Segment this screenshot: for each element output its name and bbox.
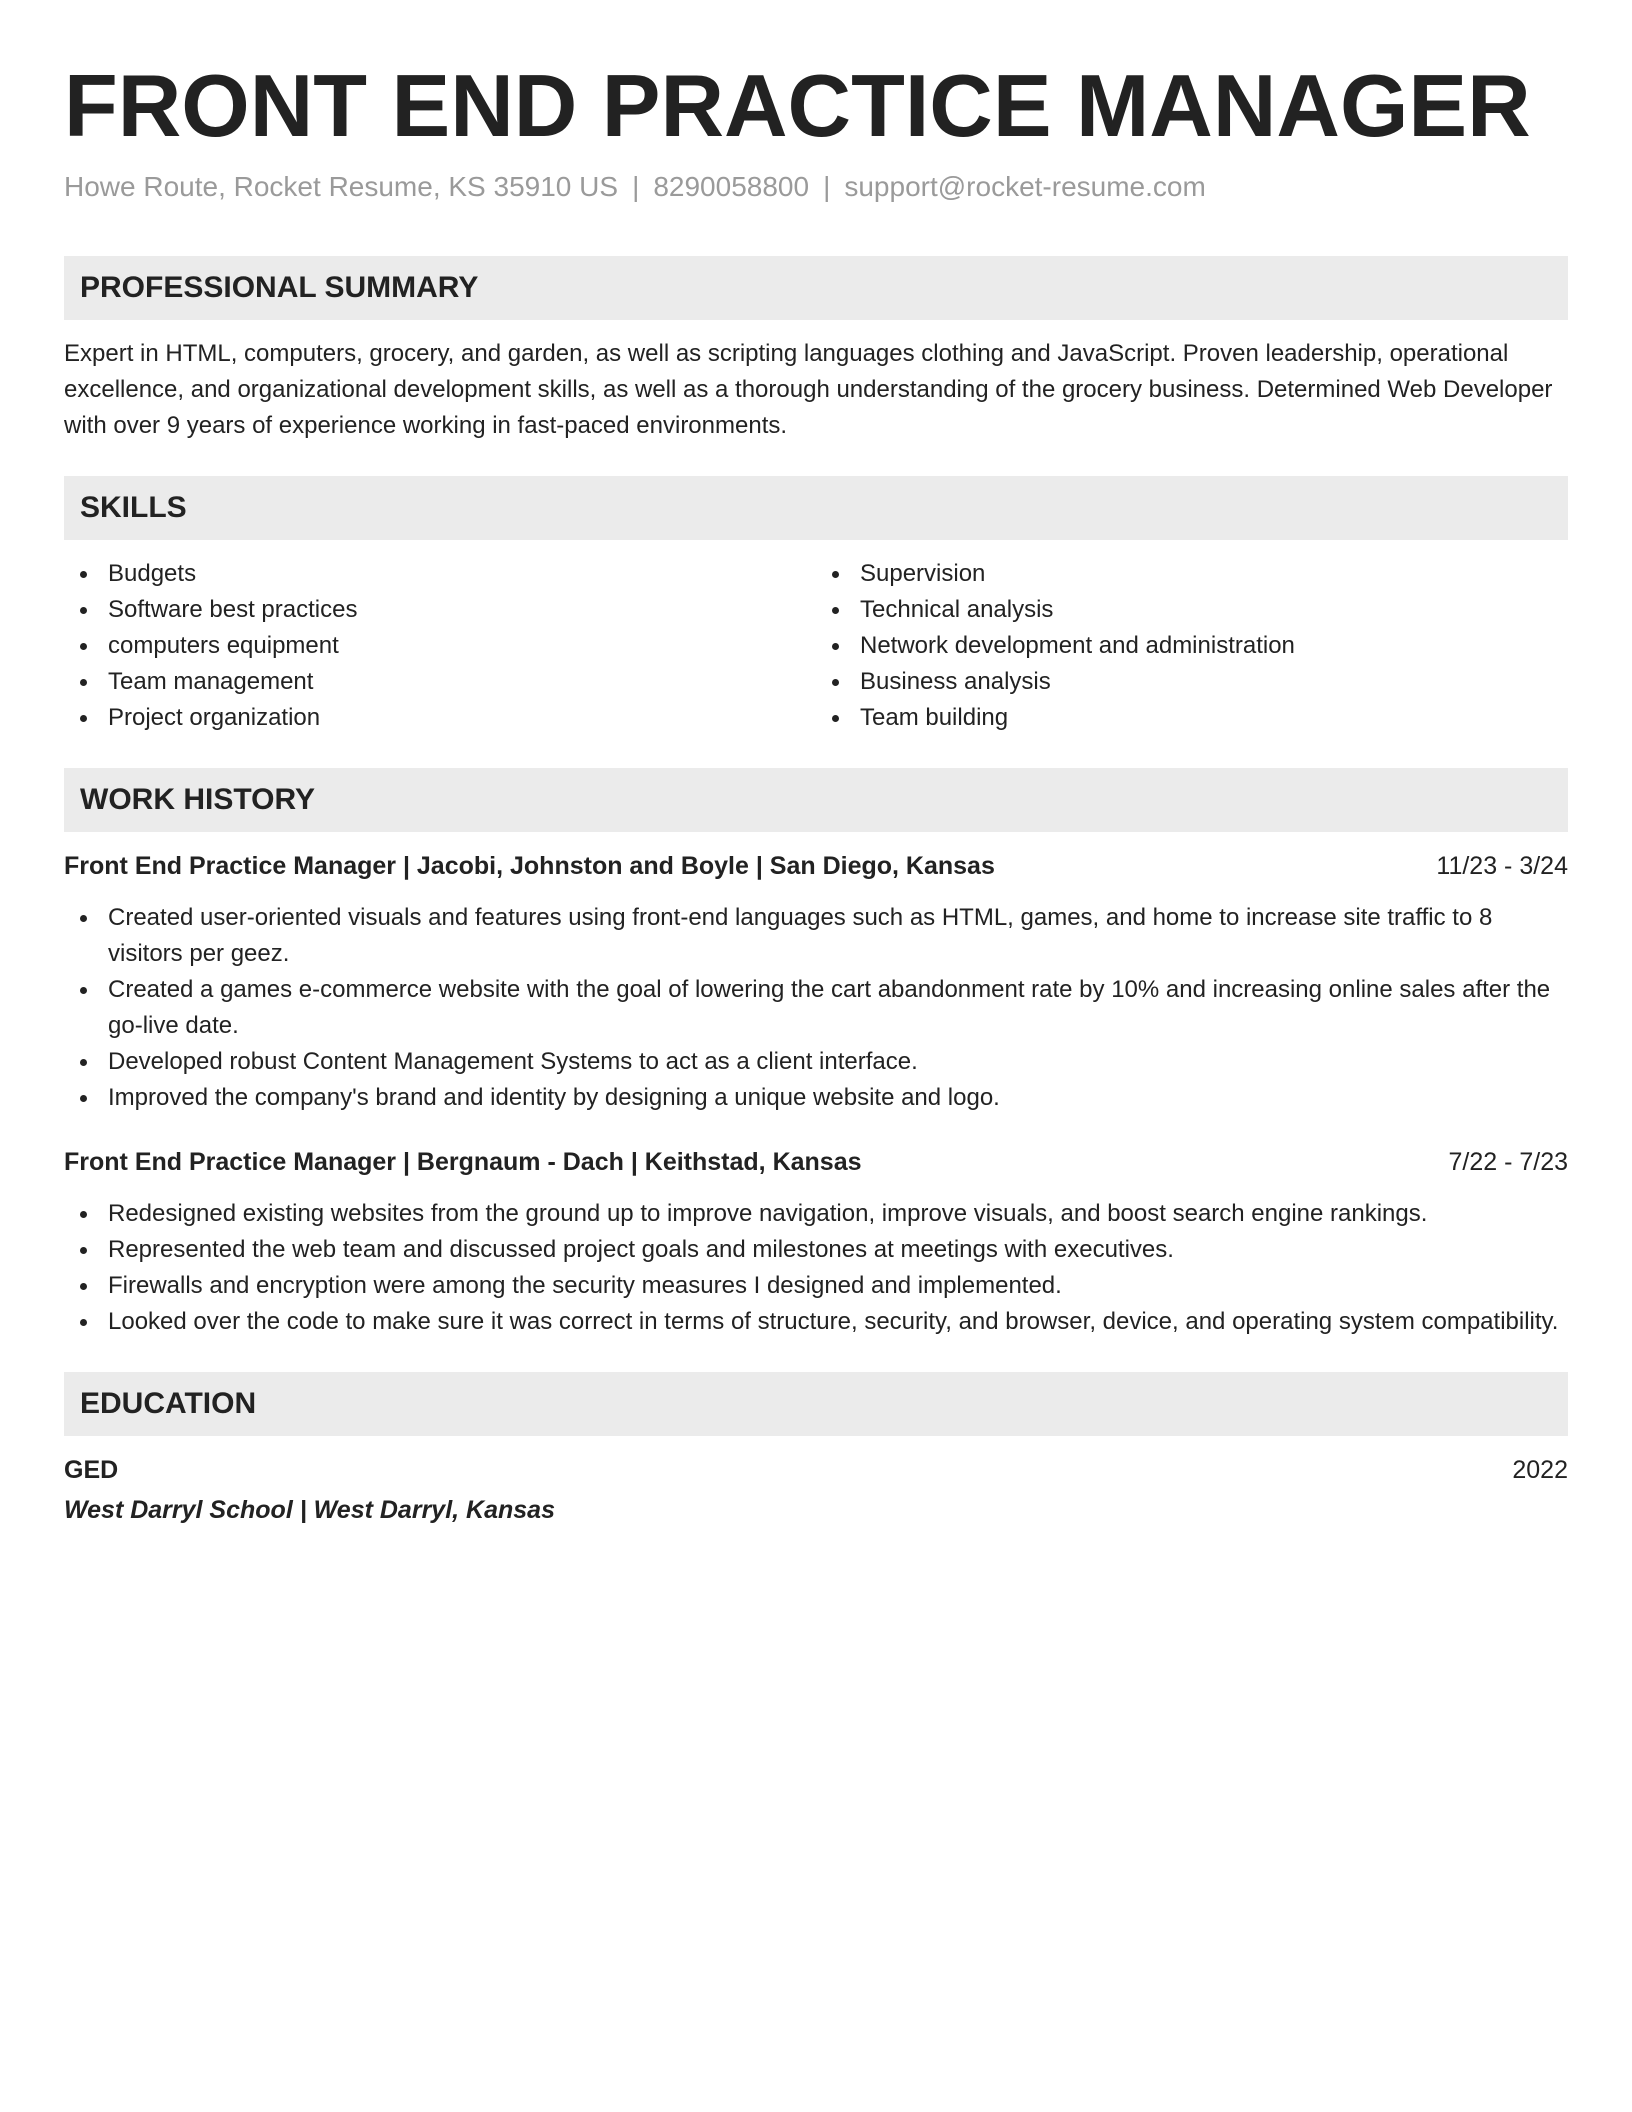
skills-grid	[64, 556, 1568, 736]
education-degree: GED	[64, 1456, 119, 1484]
skill-item: Budgets	[64, 556, 816, 592]
job-bullets	[64, 1196, 1568, 1340]
contact-address: Howe Route, Rocket Resume, KS 35910 US	[64, 171, 619, 202]
job-bullet: Developed robust Content Management Systems to act as a client interface.	[64, 1044, 1568, 1080]
contact-phone: 8290058800	[653, 171, 810, 202]
skill-item: Project organization	[64, 700, 816, 736]
skill-item: Team management	[64, 664, 816, 700]
skill-item: Business analysis	[816, 664, 1568, 700]
job-bullet: Represented the web team and discussed project goals and milestones at meetings with executives.	[64, 1232, 1568, 1268]
job-entry	[64, 1144, 1568, 1340]
job-header	[64, 848, 1568, 884]
summary-text: Expert in HTML, computers, grocery, and garden, as well as scripting languages clothing and JavaScript. Proven leadership, operational excellence, and organizational development skills, as well as a thorough understanding of the grocery business. Determined Web Developer with over 9 years of experience working in fast-paced environments.	[64, 340, 1553, 439]
job-bullet: Redesigned existing websites from the ground up to improve navigation, improve visuals, and boost search engine rankings.	[64, 1196, 1568, 1232]
job-bullet: Improved the company's brand and identity by designing a unique website and logo.	[64, 1080, 1568, 1116]
job-entry	[64, 848, 1568, 1116]
skills-column-right	[816, 556, 1568, 736]
skills-column-left	[64, 556, 816, 736]
education-row	[64, 1452, 1568, 1488]
education-school: West Darryl School | West Darryl, Kansas	[64, 1496, 555, 1524]
job-header	[64, 1144, 1568, 1180]
contact-separator: |	[632, 171, 640, 202]
skill-item: computers equipment	[64, 628, 816, 664]
job-title: Front End Practice Manager | Jacobi, Johnston and Boyle | San Diego, Kansas	[64, 852, 995, 880]
contact-line	[64, 170, 1568, 204]
skill-item: Network development and administration	[816, 628, 1568, 664]
resume-name-title: FRONT END PRACTICE MANAGER	[64, 56, 1531, 155]
job-dates: 11/23 - 3/24	[1436, 852, 1568, 880]
job-dates: 7/22 - 7/23	[1448, 1148, 1568, 1176]
skill-item: Team building	[816, 700, 1568, 736]
section-header-education: EDUCATION	[64, 1372, 1568, 1436]
job-bullets	[64, 900, 1568, 1116]
contact-email: support@rocket-resume.com	[844, 171, 1206, 202]
education-year: 2022	[1512, 1456, 1568, 1484]
skill-item: Technical analysis	[816, 592, 1568, 628]
skill-item: Supervision	[816, 556, 1568, 592]
section-header-skills: SKILLS	[64, 476, 1568, 540]
job-bullet: Created user-oriented visuals and features using front-end languages such as HTML, games, and home to increase site traffic to 8 visitors per geez.	[64, 900, 1568, 972]
job-bullet: Created a games e-commerce website with the goal of lowering the cart abandonment rate by 10% and increasing online sales after the go-live date.	[64, 972, 1568, 1044]
section-header-summary: PROFESSIONAL SUMMARY	[64, 256, 1568, 320]
job-bullet: Looked over the code to make sure it was correct in terms of structure, security, and browser, device, and operating system compatibility.	[64, 1304, 1568, 1340]
job-bullet: Firewalls and encryption were among the security measures I designed and implemented.	[64, 1268, 1568, 1304]
contact-separator: |	[823, 171, 831, 202]
job-title: Front End Practice Manager | Bergnaum - Dach | Keithstad, Kansas	[64, 1148, 862, 1176]
section-header-work-history: WORK HISTORY	[64, 768, 1568, 832]
skill-item: Software best practices	[64, 592, 816, 628]
